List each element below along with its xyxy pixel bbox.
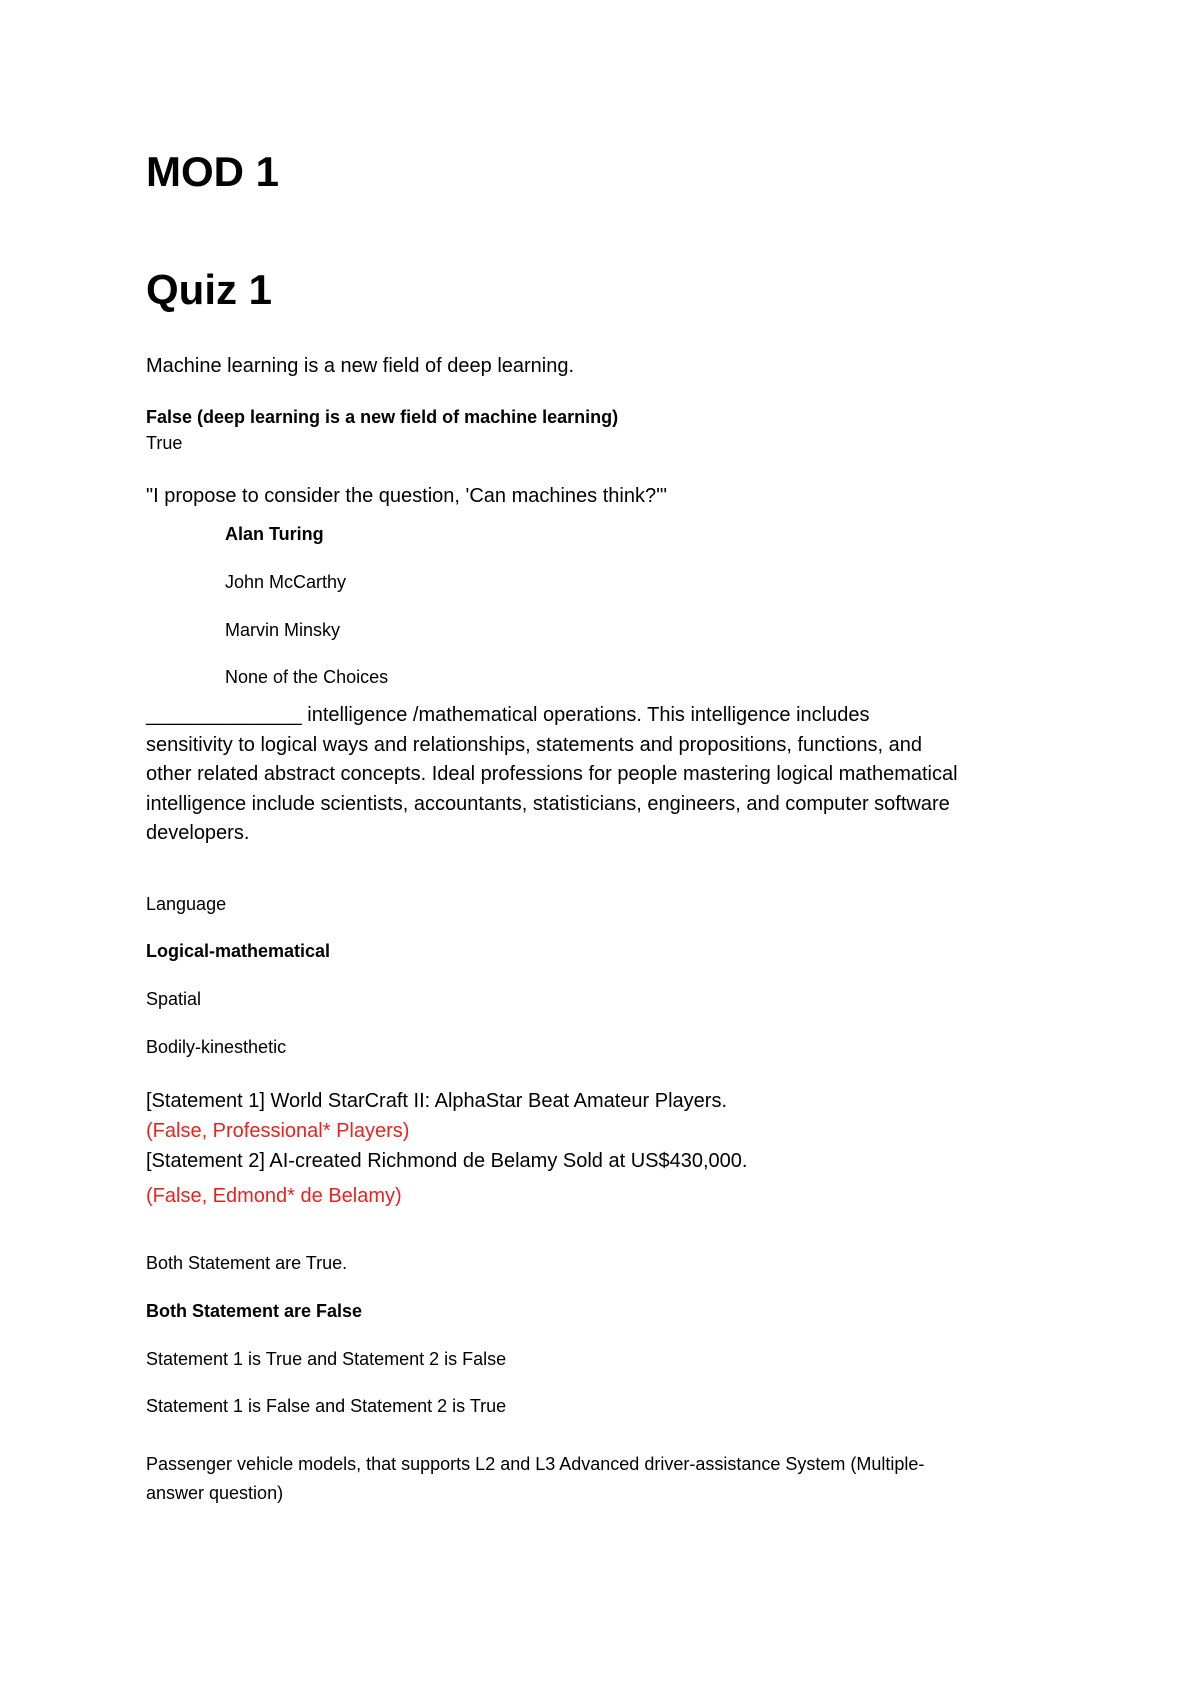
q5-line-1: Passenger vehicle models, that supports L2 and L3 Advanced driver-assistance System (Multiple- (146, 1454, 925, 1474)
q4-statement-1: [Statement 1] World StarCraft II: AlphaStar Beat Amateur Players. (146, 1090, 728, 1112)
module-title: MOD 1 (146, 148, 280, 195)
q3-question (146, 701, 1086, 849)
q1-question: Machine learning is a new field of deep learning. (146, 355, 575, 377)
q2-option-4: None of the Choices (225, 667, 389, 687)
q4-option-3: Statement 1 is True and Statement 2 is False (146, 1349, 507, 1369)
q2-option-1: Alan Turing (225, 524, 324, 544)
q1-answer: False (deep learning is a new field of machine learning) (146, 407, 619, 427)
q3-line-4: intelligence include scientists, accountants, statisticians, engineers, and computer software (146, 792, 950, 815)
q2-question: "I propose to consider the question, 'Can machines think?'" (146, 485, 668, 507)
q3-option-2: Logical-mathematical (146, 941, 331, 961)
q3-option-4: Bodily-kinesthetic (146, 1037, 287, 1057)
q2-option-3: Marvin Minsky (225, 620, 341, 640)
q4-correction-2: (False, Edmond* de Belamy) (146, 1185, 402, 1207)
q3-line-2: sensitivity to logical ways and relationships, statements and propositions, functions, and (146, 733, 922, 756)
q2-option-2: John McCarthy (225, 572, 347, 592)
q4-option-2: Both Statement are False (146, 1301, 363, 1321)
quiz-title: Quiz 1 (146, 266, 273, 313)
q5-line-2: answer question) (146, 1483, 284, 1503)
q4-option-4: Statement 1 is False and Statement 2 is True (146, 1396, 507, 1416)
q3-line-3: other related abstract concepts. Ideal professions for people mastering logical mathematical (146, 763, 958, 785)
q3-line-5: developers. (146, 822, 250, 844)
q1-option-true: True (146, 433, 183, 453)
q3-option-1: Language (146, 894, 227, 914)
q4-statement-2: [Statement 2] AI-created Richmond de Belamy Sold at US$430,000. (146, 1150, 748, 1172)
q4-correction-1: (False, Professional* Players) (146, 1120, 410, 1142)
q3-line-1: ______________ intelligence /mathematical operations. This intelligence includes (146, 704, 870, 726)
q5-question (146, 1450, 1086, 1508)
q3-option-3: Spatial (146, 989, 202, 1009)
q4-option-1: Both Statement are True. (146, 1253, 348, 1273)
